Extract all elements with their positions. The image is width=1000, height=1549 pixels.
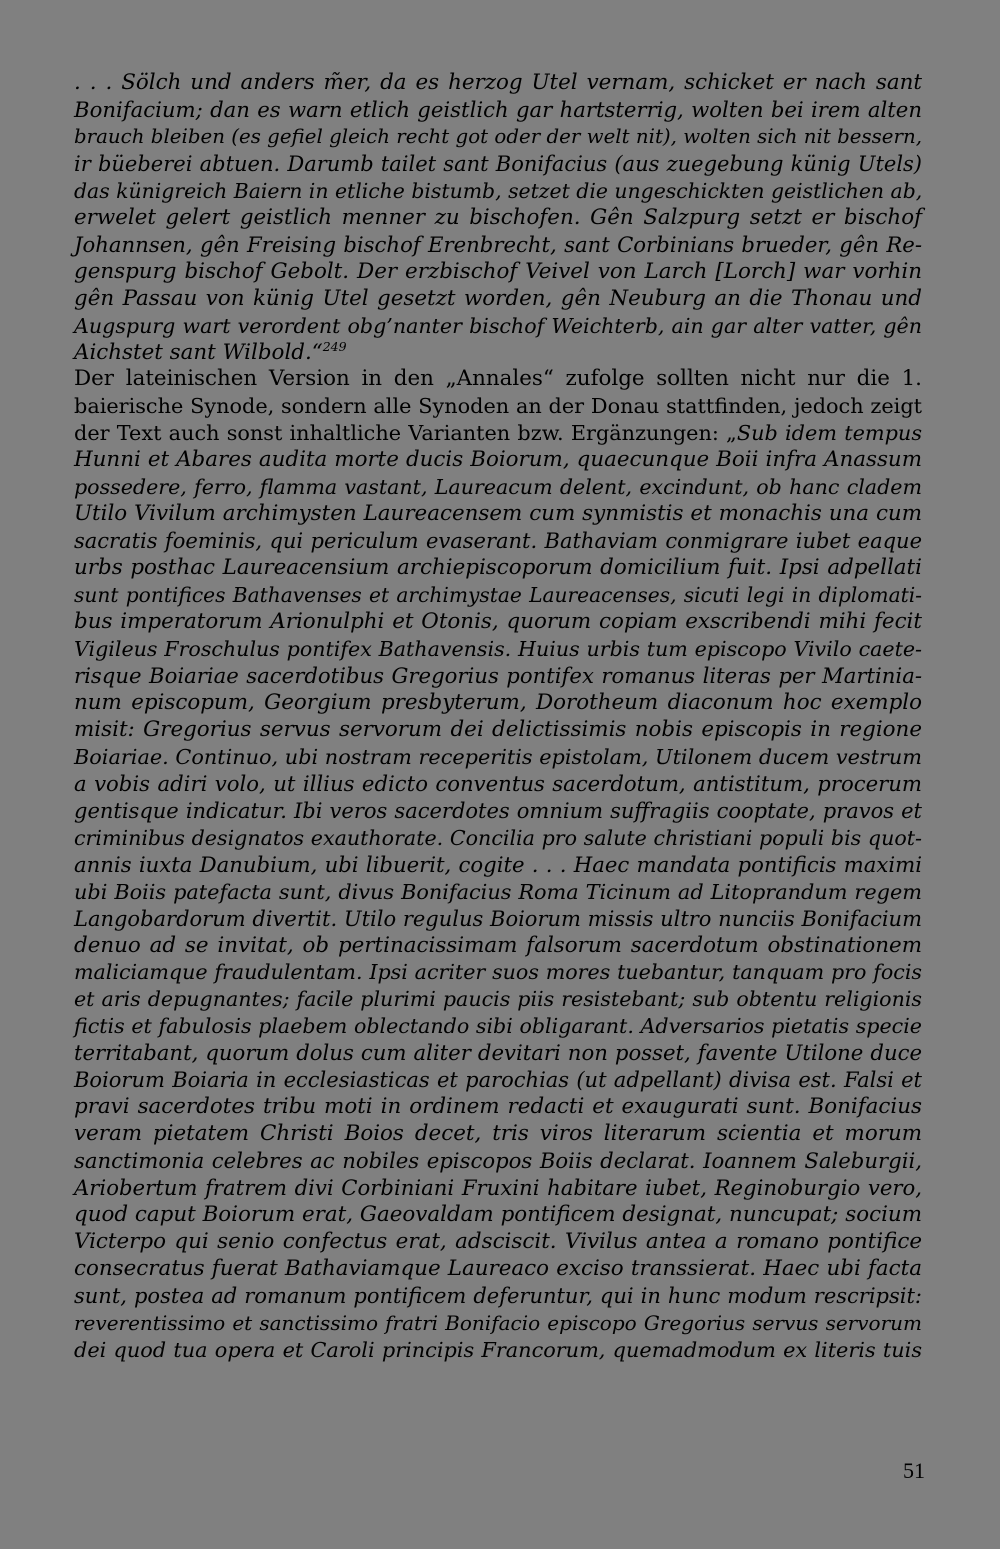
paragraph-mixed-line: [74, 420, 922, 447]
quote-last-line: [74, 340, 922, 367]
latin-line: denuo ad se invitat, ob pertinacissimam falsorum sacerdotum obstinationem: [74, 932, 922, 958]
latin-line: Boiariae. Continuo, ubi nostram receperitis epistolam, Utilonem ducem vestrum: [74, 744, 922, 769]
latin-line: possedere, ferro, flamma vastant, Laureacum delent, excindunt, ob hanc cladem: [74, 475, 922, 500]
quote-line: brauch bleiben (es gefiel gleich recht got oder der welt nit), wolten sich nit bessern,: [74, 124, 922, 148]
latin-line: bus imperatorum Arionulphi et Otonis, quorum copiam exscribendi mihi fecit: [74, 609, 922, 635]
latin-line: Boiorum Boiaria in ecclesiasticas et parochias (ut adpellant) divisa est. Falsi et: [74, 1068, 922, 1093]
quote-line: . . . Sölch und anders m̃er, da es herzog Utel vernam, schicket er nach sant: [74, 70, 922, 95]
latin-quote: [74, 447, 922, 1363]
paragraph-line-roman: der Text auch sonst inhaltliche Varianten bzw. Ergänzungen: „: [74, 421, 737, 446]
latin-line: Victerpo qui senio confectus erat, adsciscit. Vivilus antea a romano pontifice: [74, 1228, 922, 1254]
latin-line: misit: Gregorius servus servorum dei delictissimis nobis episcopis in regione: [74, 716, 922, 742]
paragraph-line: baierische Synode, sondern alle Synoden an der Donau stattfinden, jedoch zeigt: [74, 394, 922, 419]
latin-line: quod caput Boiorum erat, Gaeovaldam pontificem designat, nuncupat; socium: [74, 1202, 922, 1228]
latin-line: Vigileus Froschulus pontifex Bathavensis. Huius urbis tum episcopo Vivilo caete-: [74, 637, 922, 662]
quote-line: Augspurg wart verordent obg’nanter bischof Weichterb, ain gar alter vatter, gên: [74, 313, 922, 338]
latin-line: criminibus designatos exauthorate. Concilia pro salute christiani populi bis quot-: [74, 825, 922, 850]
quote-line: ir büeberei abtuen. Darumb tailet sant Bonifacius (aus zuegebung künig Utels): [74, 151, 922, 176]
latin-line: reverentissimo et sanctissimo fratri Bonifacio episcopo Gregorius servus servorum: [74, 1310, 922, 1335]
latin-line: et aris depugnantes; facile plurimi paucis piis resistebant; sub obtentu religionis: [74, 987, 922, 1012]
quote-line: das künigreich Baiern in etliche bistumb, setzet die ungeschickten geistlichen ab,: [74, 178, 923, 203]
latin-line: urbs posthac Laureacensium archiepiscoporum domicilium fuit. Ipsi adpellati: [74, 555, 922, 581]
latin-line: sunt, postea ad romanum pontificem deferuntur, qui in hunc modum rescripsit:: [74, 1283, 922, 1308]
quote-line: gên Passau von künig Utel gesetzt worden, gên Neuburg an die Thonau und: [74, 285, 922, 311]
latin-line: gentisque indicatur. Ibi veros sacerdotes omnium suffragiis cooptate, pravos et: [74, 798, 922, 823]
quote-line: genspurg bischof Gebolt. Der erzbischof Veivel von Larch [Lorch] war vorhin: [74, 258, 922, 284]
latin-line: annis iuxta Danubium, ubi libuerit, cogite . . . Haec mandata pontificis maximi: [74, 851, 922, 877]
latin-line: sanctimonia celebres ac nobiles episcopos Boiis declarat. Ioannem Saleburgii,: [74, 1148, 922, 1174]
page-number: 51: [903, 1458, 925, 1483]
latin-line: sunt pontifices Bathavenses et archimystae Laureacenses, sicuti legi in diplomati-: [74, 583, 922, 608]
quote-line: Bonifacium; dan es warn etlich geistlich gar hartsterrig, wolten bei irem alten: [74, 96, 922, 122]
latin-line: ubi Boiis patefacta sunt, divus Bonifacius Roma Ticinum ad Litoprandum regem: [74, 879, 922, 904]
paragraph-line: Der lateinischen Version in den „Annales“ zufolge sollten nicht nur die 1.: [74, 366, 922, 392]
latin-line: num episcopum, Georgium presbyterum, Dorotheum diaconum hoc exemplo: [74, 689, 922, 715]
quote-line: erwelet gelert geistlich menner zu bischofen. Gên Salzpurg setzt er bischof: [74, 204, 922, 230]
latin-line: pravi sacerdotes tribu moti in ordinem redacti et exaugurati sunt. Bonifacius: [74, 1094, 922, 1120]
body-text: [74, 70, 922, 1364]
latin-line: risque Boiariae sacerdotibus Gregorius pontifex romanus literas per Martinia-: [74, 662, 922, 688]
quote-line-text: Aichstet sant Wilbold.“: [74, 339, 323, 365]
annales-paragraph: [74, 366, 922, 1363]
latin-line: Ariobertum fratrem divi Corbiniani Fruxini habitare iubet, Reginoburgio vero,: [74, 1175, 922, 1201]
quote-block: [74, 70, 922, 366]
quote-line: Johannsen, gên Freising bischof Erenbrecht, sant Corbinians brueder, gên Re-: [74, 231, 922, 257]
latin-line: dei quod tua opera et Caroli principis Francorum, quemadmodum ex literis tuis: [74, 1337, 922, 1362]
latin-line: Utilo Vivilum archimysten Laureacensem cum synmistis et monachis una cum: [74, 501, 922, 527]
latin-line: Langobardorum divertit. Utilo regulus Boiorum missis ultro nunciis Bonifacium: [74, 906, 922, 931]
latin-line: maliciamque fraudulentam. Ipsi acriter suos mores tuebantur, tanquam pro focis: [74, 960, 922, 985]
latin-line: a vobis adiri volo, ut illius edicto conventus sacerdotum, antistitum, procerum: [74, 770, 922, 796]
latin-line: fictis et fabulosis plaebem oblectando sibi obligarant. Adversarios pietatis specie: [74, 1014, 922, 1039]
latin-line: sacratis foeminis, qui periculum evaserant. Bathaviam conmigrare iubet eaque: [74, 529, 922, 554]
latin-line: Hunni et Abares audita morte ducis Boiorum, quaecunque Boii infra Anassum: [74, 447, 922, 473]
footnote-marker: 249: [322, 338, 347, 354]
paragraph-line-italic: Sub idem tempus: [736, 421, 922, 446]
latin-line: territabant, quorum dolus cum aliter devitari non posset, favente Utilone duce: [74, 1040, 922, 1066]
latin-line: consecratus fuerat Bathaviamque Laureaco exciso transsierat. Haec ubi facta: [74, 1255, 922, 1281]
latin-line: veram pietatem Christi Boios decet, tris viros literarum scientia et morum: [74, 1121, 922, 1147]
